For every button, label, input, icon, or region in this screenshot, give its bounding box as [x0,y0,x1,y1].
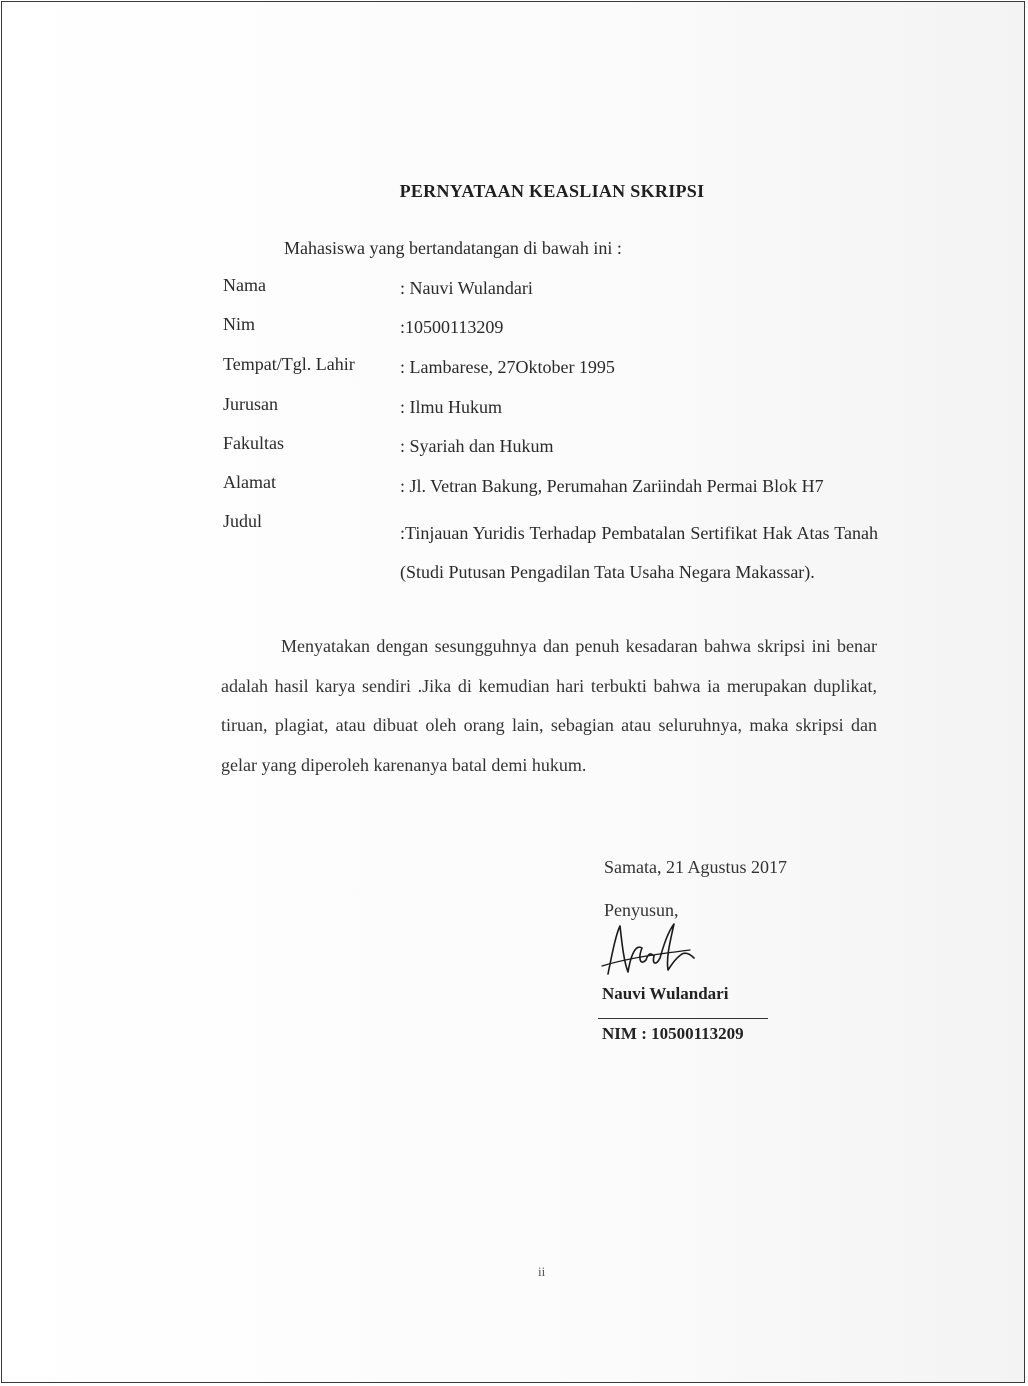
signature-line [598,1018,768,1019]
field-label-jurusan: Jurusan [223,394,278,414]
field-label-nama: Nama [223,275,266,295]
page-number: ii [538,1264,546,1279]
signer-role: Penyusun, [604,900,679,920]
handwritten-signature [598,914,698,986]
field-label-nim: Nim [223,314,256,334]
field-value-jurusan: : Ilmu Hukum [400,397,502,417]
field-label-fakultas: Fakultas [223,433,284,453]
field-value-alamat: : Jl. Vetran Bakung, Perumahan Zariindah Permai Blok H7 [400,476,824,496]
field-label-judul: Judul [223,511,263,531]
field-label-alamat: Alamat [223,472,276,492]
field-value-fakultas: : Syariah dan Hukum [400,436,554,456]
document-page [1,1,1025,1383]
intro-text: Mahasiswa yang bertandatangan di bawah ini : [284,238,622,258]
signer-nim: NIM : 10500113209 [602,1024,744,1043]
field-value-judul: :Tinjauan Yuridis Terhadap Pembatalan Sertifikat Hak Atas Tanah (Studi Putusan Pengadilan Tata Usaha Negara Makassar). [400,523,878,582]
field-value-nama: : Nauvi Wulandari [400,278,533,298]
place-date: Samata, 21 Agustus 2017 [604,857,787,877]
field-value-nim: :10500113209 [400,317,504,337]
statement-paragraph: Menyatakan dengan sesungguhnya dan penuh kesadaran bahwa skripsi ini benar adalah hasil karya sendiri .Jika di kemudian hari terbukti bahwa ia merupakan duplikat, tiruan, plagiat, atau dibuat oleh orang lain, sebagian atau seluruhnya, maka skripsi dan gelar yang diperoleh karenanya batal demi hukum. [221,636,877,775]
signer-name: Nauvi Wulandari [602,984,729,1003]
field-value-tempat-tgl-lahir: : Lambarese, 27Oktober 1995 [400,357,615,377]
document-title: PERNYATAAN KEASLIAN SKRIPSI [399,181,705,201]
field-label-tempat-tgl-lahir: Tempat/Tgl. Lahir [223,354,355,374]
